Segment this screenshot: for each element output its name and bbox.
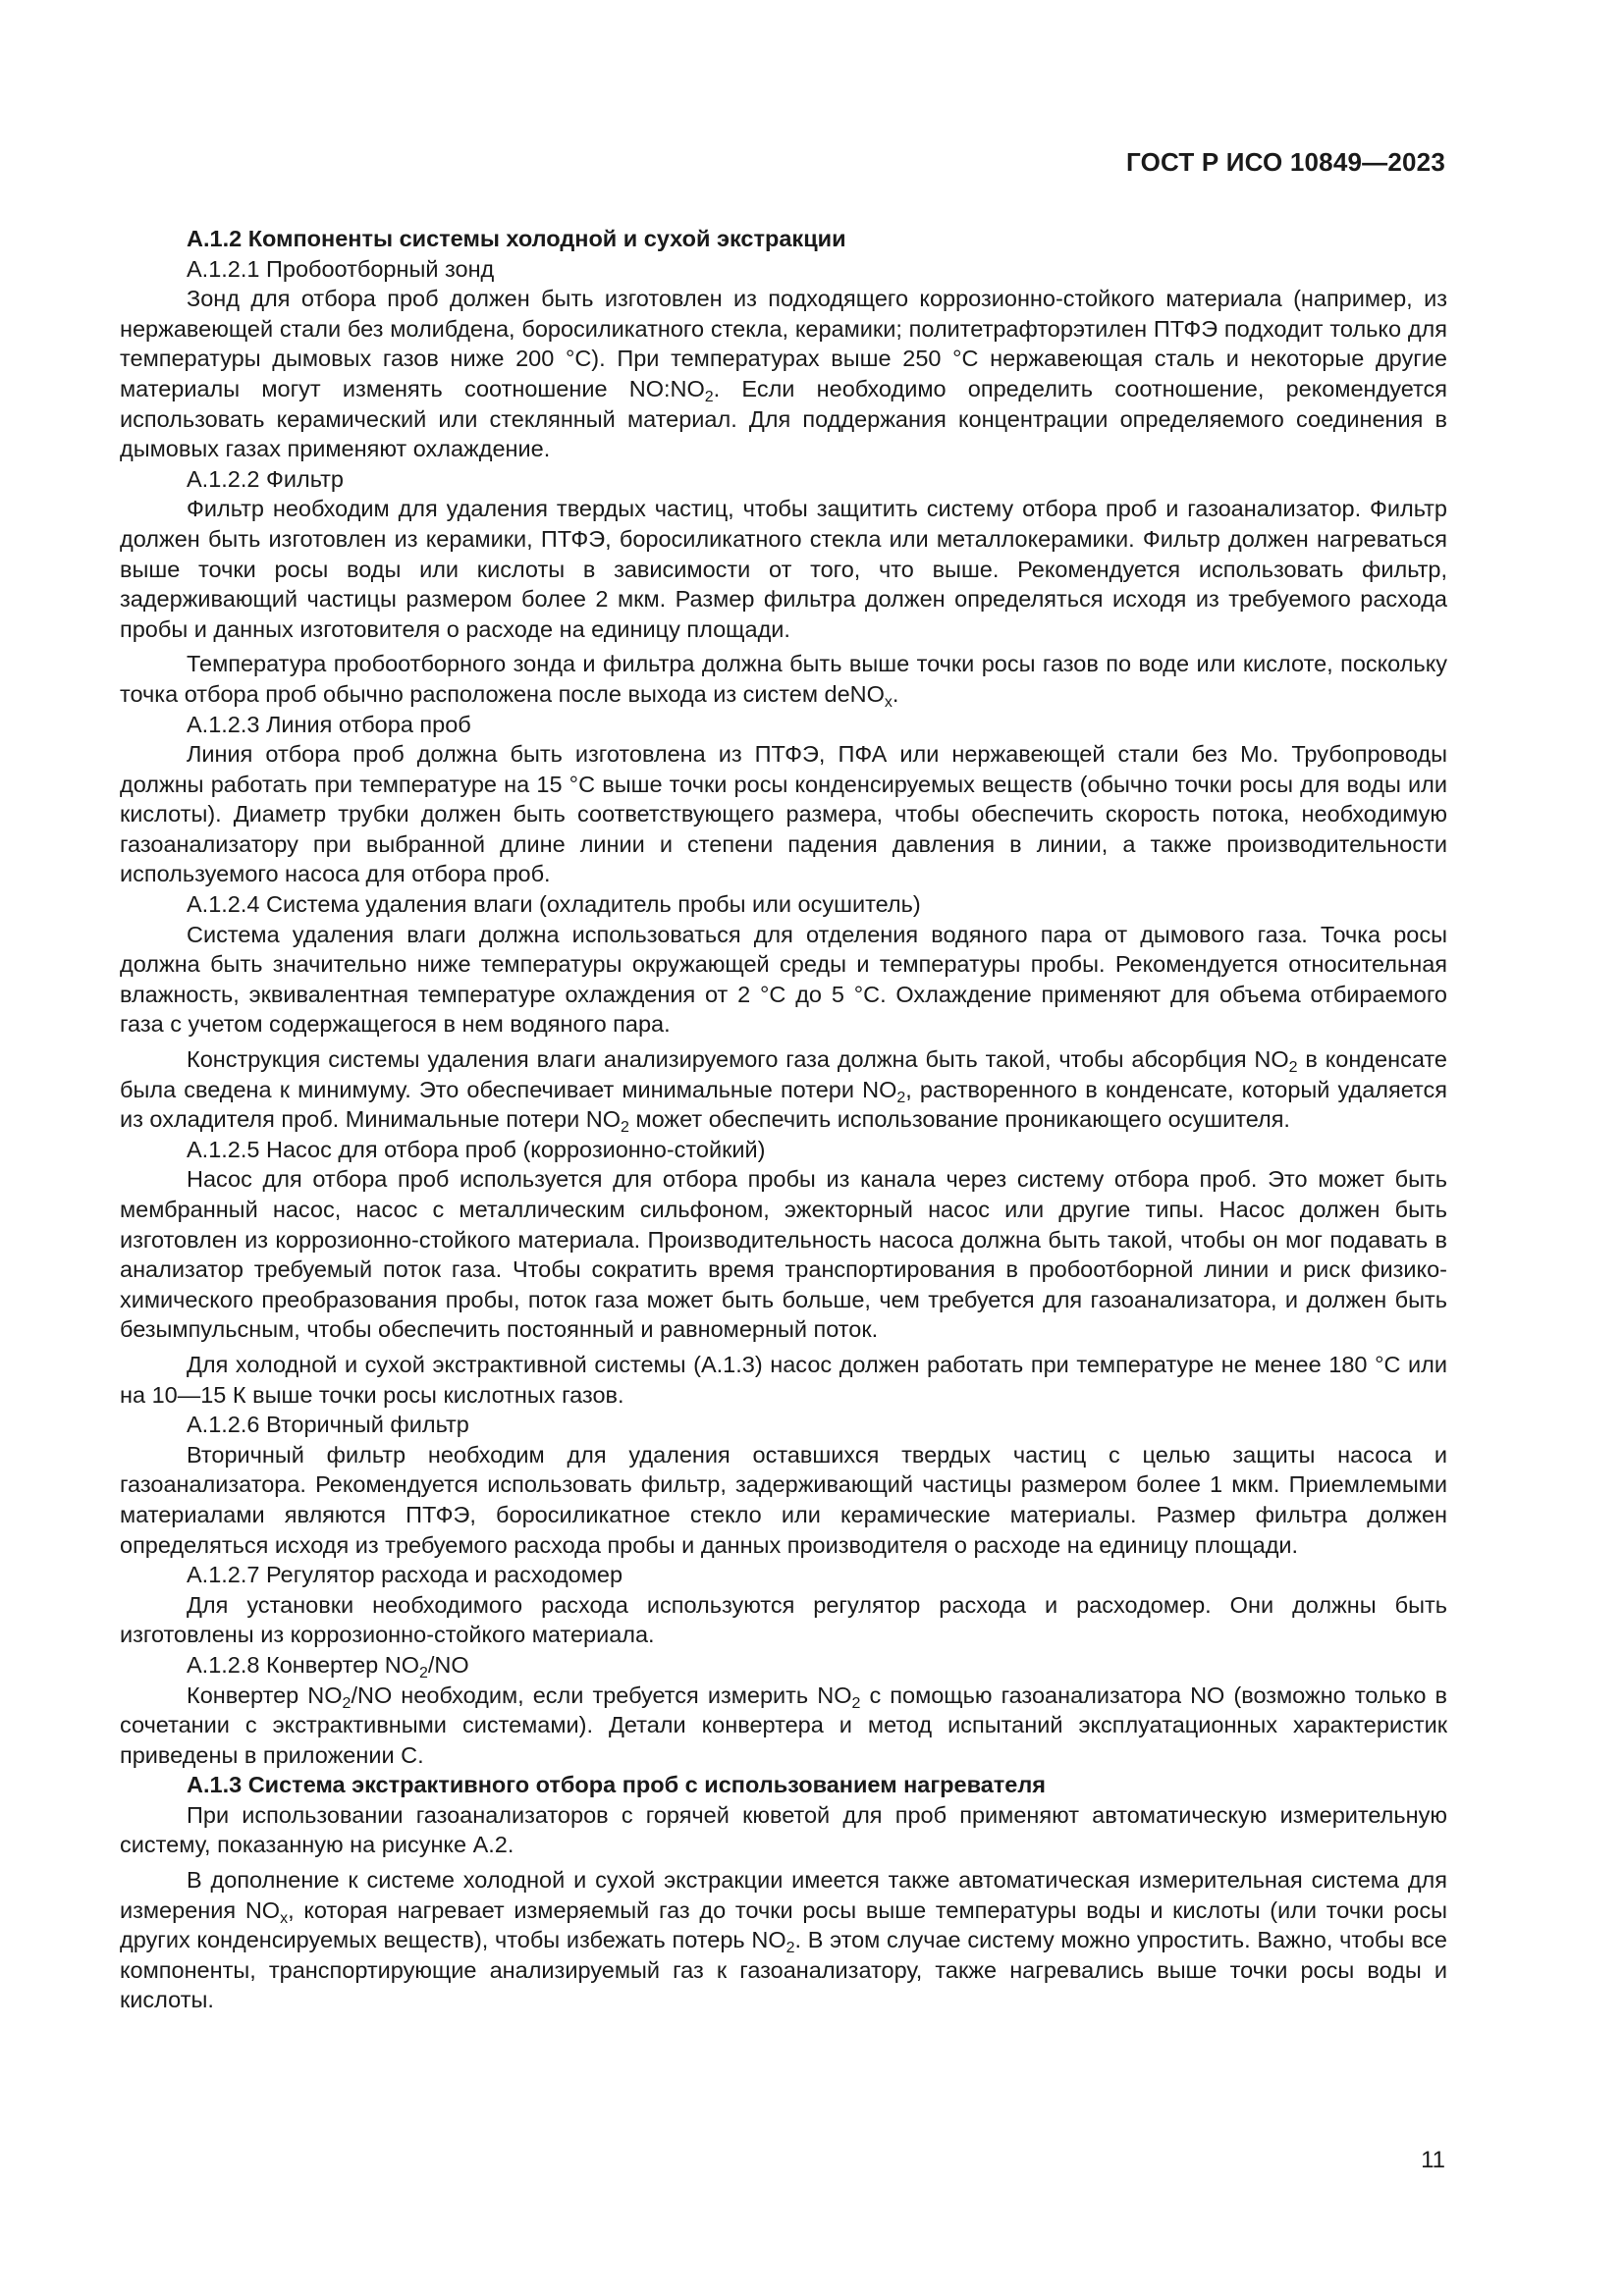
- paragraph-a124-1: Система удаления влаги должна использоваться для отделения водяного пара от дымового газа. Точка росы должна быть значительно ниже температуры окружающей среды и температуры пробы. Рекомендуется относительная влажность, эквивалентная температуре охлаждения от 2 °С до 5 °С. Охлаждение применяют для объема отбираемого газа с учетом содержащегося в нем водяного пара.: [120, 921, 1447, 1038]
- paragraph-a123: Линия отбора проб должна быть изготовлена из ПТФЭ, ПФА или нержавеющей стали без Mo. Трубопроводы должны работать при температуре на 15 °С выше точки росы конденсируемых веществ (обычно точки росы для воды или кислоты). Диаметр трубки должен быть соответствующего размера, чтобы обеспечить скорость потока, необходимую газоанализатору при выбранной длине линии и степени падения давления в линии, а также производительности используемого насоса для отбора проб.: [120, 741, 1447, 887]
- subsection-title-a126: А.1.2.6 Вторичный фильтр: [187, 1412, 469, 1438]
- subsection-title-a128: А.1.2.8 Конвертер $NO_2/NO$: [187, 1651, 469, 1682]
- subsection-title-a124: А.1.2.4 Система удаления влаги (охладитель пробы или осушитель): [187, 891, 921, 918]
- paragraph-a121: Зонд для отбора проб должен быть изготовлен из подходящего коррозионно-стойкого материала (например, из нержавеющей стали без молибдена, боросиликатного стекла, керамики; политетрафторэтилен ПТФЭ подходит только для температуры дымовых газов ниже 200 °С). При температурах выше 250 °С нержавеющая сталь и некоторые другие материалы могут изменять соотношение $NO:NO_2$. Если необходимо определить соотношение, рекомендуется использовать керамический или стеклянный материал. Для поддержания концентрации определяемого соединения в дымовых газах применяют охлаждение.: [120, 286, 1447, 462]
- subsection-title-a122: А.1.2.2 Фильтр: [187, 465, 344, 492]
- subsection-title-a127: А.1.2.7 Регулятор расхода и расходомер: [187, 1562, 623, 1588]
- paragraph-a125-1: Насос для отбора проб используется для отбора пробы из канала через систему отбора проб. Это может быть мембранный насос, насос с металлическим сильфоном, эжекторный насос или другие типы. Насос должен быть изготовлен из коррозионно-стойкого материала. Производительность насоса должна быть такой, чтобы он мог подавать в анализатор требуемый поток газа. Чтобы сократить время транспортирования в пробоотборной линии и риск физико-химического преобразования пробы, поток газа может быть больше, чем требуется для газоанализатора, и должен быть безымпульсным, чтобы обеспечить постоянный и равномерный поток.: [120, 1166, 1447, 1343]
- paragraph-a124-2: Конструкция системы удаления влаги анализируемого газа должна быть такой, чтобы абсорбция $NO_2$ в конденсате была сведена к минимуму. Это обеспечивает минимальные потери $NO_2$, растворенного в конденсате, который удаляется из охладителя проб. Минимальные потери $NO_2$ может обеспечить использование проникающего осушителя.: [120, 1046, 1447, 1136]
- paragraph-a122-2: Температура пробоотборного зонда и фильтра должна быть выше точки росы газов по воде или кислоте, поскольку точка отбора проб обычно расположена после выхода из систем deNO$_x$.: [120, 651, 1447, 711]
- subsection-title-a125: А.1.2.5 Насос для отбора проб (коррозионно-стойкий): [187, 1136, 766, 1162]
- document-body: [120, 224, 1447, 2015]
- subsection-title-a123: А.1.2.3 Линия отбора проб: [187, 711, 471, 737]
- paragraph-a125-2: Для холодной и сухой экстрактивной системы (А.1.3) насос должен работать при температуре не менее 180 °С или на 10—15 К выше точки росы кислотных газов.: [120, 1351, 1447, 1408]
- paragraph-a13-2: В дополнение к системе холодной и сухой экстракции имеется также автоматическая измерительная система для измерения $NO_x$, которая нагревает измеряемый газ до точки росы выше температуры воды и кислоты (или точки росы других конденсируемых веществ), чтобы избежать потерь $NO_2$. В этом случае систему можно упростить. Важно, чтобы все компоненты, транспортирующие анализируемый газ к газоанализатору, также нагревались выше точки росы воды и кислоты.: [120, 1867, 1447, 2013]
- section-heading-a12: А.1.2 Компоненты системы холодной и сухой экстракции: [187, 226, 846, 251]
- paragraph-a126: Вторичный фильтр необходим для удаления оставшихся твердых частиц с целью защиты насоса и газоанализатора. Рекомендуется использовать фильтр, задерживающий частицы размером более 1 мкм. Приемлемыми материалами являются ПТФЭ, боросиликатное стекло или керамические материалы. Размер фильтра должен определяться исходя из требуемого расхода пробы и данных производителя о расходе на единицу площади.: [120, 1441, 1447, 1558]
- section-heading-a13: А.1.3 Система экстрактивного отбора проб с использованием нагревателя: [187, 1772, 1047, 1798]
- document-header: ГОСТ Р ИСО 10849—2023: [1125, 147, 1445, 177]
- paragraph-a127: Для установки необходимого расхода используются регулятор расхода и расходомер. Они должны быть изготовлены из коррозионно-стойкого материала.: [120, 1591, 1447, 1648]
- paragraph-a128: Конвертер $NO_2/NO$ необходим, если требуется измерить $NO_2$ с помощью газоанализатора NO (возможно только в сочетании с экстрактивными системами). Детали конвертера и метод испытаний эксплуатационных характеристик приведены в приложении С.: [120, 1682, 1448, 1768]
- paragraph-a122-1: Фильтр необходим для удаления твердых частиц, чтобы защитить систему отбора проб и газоанализатор. Фильтр должен быть изготовлен из керамики, ПТФЭ, боросиликатного стекла или металлокерамики. Фильтр должен нагреваться выше точки росы воды или кислоты в зависимости от того, что выше. Рекомендуется использовать фильтр, задерживающий частицы размером более 2 мкм. Размер фильтра должен определяться исходя из требуемого расхода пробы и данных изготовителя о расходе на единицу площади.: [120, 496, 1447, 642]
- page-number: 11: [1421, 2147, 1445, 2173]
- paragraph-a13-1: При использовании газоанализаторов с горячей кюветой для проб применяют автоматическую измерительную систему, показанную на рисунке А.2.: [120, 1801, 1447, 1858]
- subsection-title-a121: А.1.2.1 Пробоотборный зонд: [187, 255, 495, 282]
